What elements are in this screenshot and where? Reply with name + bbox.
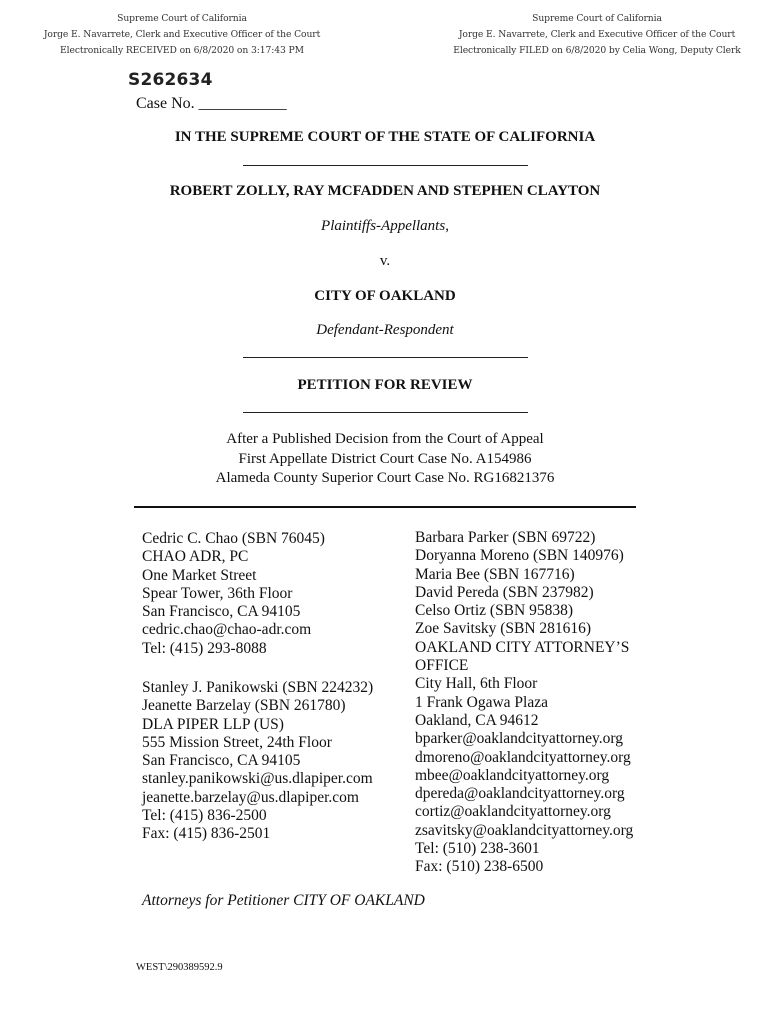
counsel-email: bparker@oaklandcityattorney.org: [415, 730, 623, 748]
divider: [243, 412, 528, 413]
counsel-email: cedric.chao@chao-adr.com: [142, 621, 312, 639]
stamp-clerk: Jorge E. Navarrete, Clerk and Executive Officer of the Court: [43, 29, 321, 40]
defendant-role: Defendant-Respondent: [316, 322, 454, 338]
defendant-name: CITY OF OAKLAND: [314, 288, 456, 304]
plaintiffs-role: Plaintiffs-Appellants: [321, 218, 446, 234]
counsel-fax: Fax: (510) 238-6500: [415, 858, 544, 876]
counsel-line: Cedric C. Chao (SBN 76045): [142, 530, 325, 547]
counsel-email: stanley.panikowski@us.dlapiper.com: [142, 770, 373, 788]
counsel-line: Oakland, CA 94612: [415, 711, 539, 729]
court-title: IN THE SUPREME COURT OF THE STATE OF CALIFORNIA: [174, 129, 596, 145]
plaintiffs-role-line: [0, 218, 770, 235]
stamp-court: Supreme Court of California: [117, 13, 247, 24]
counsel-fax: Fax: (415) 836-2501: [142, 825, 271, 843]
counsel-line: San Francisco, CA 94105: [142, 603, 301, 621]
counsel-email: dpereda@oaklandcityattorney.org: [415, 785, 625, 803]
counsel-line: City Hall, 6th Floor: [415, 675, 538, 693]
procedural-line: Alameda County Superior Court Case No. RG16821376: [215, 470, 555, 486]
procedural-line: After a Published Decision from the Court of Appeal: [226, 431, 544, 447]
procedural-line: First Appellate District Court Case No. A154986: [238, 451, 532, 467]
counsel-line: Doryanna Moreno (SBN 140976): [415, 547, 624, 565]
stamp-received-line: Electronically RECEIVED on 6/8/2020 on 3:17:43 PM: [60, 45, 304, 56]
plaintiffs-role-suffix: ,: [445, 218, 449, 234]
counsel-line: One Market Street: [142, 566, 257, 584]
counsel-line: Spear Tower, 36th Floor: [142, 584, 293, 602]
counsel-email: jeanette.barzelay@us.dlapiper.com: [142, 788, 359, 806]
stamp-clerk: Jorge E. Navarrete, Clerk and Executive Officer of the Court: [458, 29, 736, 40]
counsel-line: Jeanette Barzelay (SBN 261780): [142, 697, 346, 715]
counsel-line: OFFICE: [415, 657, 469, 675]
case-number-label: Case No. ___________: [136, 95, 287, 112]
counsel-line: David Pereda (SBN 237982): [415, 583, 594, 601]
document-title: PETITION FOR REVIEW: [297, 377, 473, 393]
counsel-line: Maria Bee (SBN 167716): [415, 565, 575, 583]
filed-stamp: [417, 11, 770, 59]
counsel-line: San Francisco, CA 94105: [142, 752, 301, 770]
counsel-email: mbee@oaklandcityattorney.org: [415, 766, 610, 784]
counsel-line: CHAO ADR, PC: [142, 548, 249, 566]
received-stamp: [2, 11, 362, 59]
divider: [243, 165, 528, 166]
plaintiffs-names: ROBERT ZOLLY, RAY MCFADDEN AND STEPHEN CLAYTON: [169, 183, 601, 199]
docket-number: S262634: [128, 70, 213, 90]
counsel-line: DLA PIPER LLP (US): [142, 715, 284, 733]
counsel-phone: Tel: (415) 293-8088: [142, 639, 267, 657]
divider: [243, 357, 528, 358]
counsel-line: 555 Mission Street, 24th Floor: [142, 733, 332, 751]
counsel-line: 1 Frank Ogawa Plaza: [415, 693, 548, 711]
counsel-line: OAKLAND CITY ATTORNEY’S: [415, 638, 630, 656]
counsel-email: dmoreno@oaklandcityattorney.org: [415, 748, 631, 766]
counsel-phone: Tel: (415) 836-2500: [142, 807, 267, 825]
versus: v.: [379, 253, 391, 269]
counsel-email: zsavitsky@oaklandcityattorney.org: [415, 821, 634, 839]
section-rule: [134, 506, 636, 508]
counsel-line: Zoe Savitsky (SBN 281616): [415, 620, 592, 638]
counsel-oakland-city-attorney: [415, 529, 633, 877]
counsel-line: Barbara Parker (SBN 69722): [415, 529, 596, 546]
counsel-chao-adr: [142, 530, 325, 658]
attorneys-for-petitioner: Attorneys for Petitioner CITY OF OAKLAND: [142, 892, 425, 909]
counsel-line: Celso Ortiz (SBN 95838): [415, 602, 574, 620]
counsel-phone: Tel: (510) 238-3601: [415, 840, 540, 858]
document-footer-id: WEST\290389592.9: [136, 962, 223, 973]
stamp-court: Supreme Court of California: [532, 13, 662, 24]
counsel-line: Stanley J. Panikowski (SBN 224232): [142, 679, 374, 696]
counsel-email: cortiz@oaklandcityattorney.org: [415, 803, 611, 821]
stamp-filed-line: Electronically FILED on 6/8/2020 by Celia Wong, Deputy Clerk: [453, 45, 741, 56]
counsel-dla-piper: [142, 679, 373, 844]
